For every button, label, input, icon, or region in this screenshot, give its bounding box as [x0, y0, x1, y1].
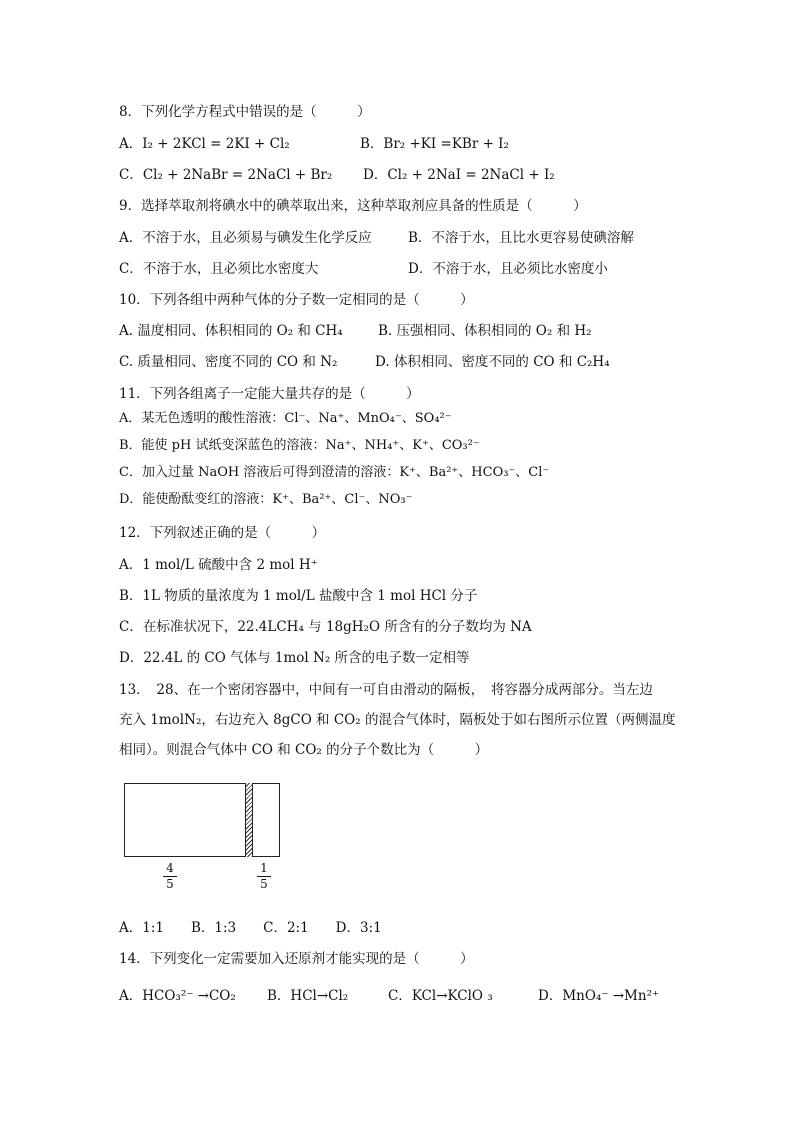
q10-stem: 10．下列各组中两种气体的分子数一定相同的是（ ）	[119, 292, 474, 308]
q8-stem: 8．下列化学方程式中错误的是（ ）	[119, 104, 371, 120]
left-fraction-denominator: 5	[166, 877, 174, 891]
q12-option-b: B．1L 物质的量浓度为 1 mol/L 盐酸中含 1 mol HCl 分子	[119, 588, 478, 604]
container-diagram	[124, 783, 280, 857]
q12-stem: 12．下列叙述正确的是（ ）	[119, 525, 326, 541]
q13-line-1: 13． 28、在一个密闭容器中，中间有一可自由滑动的隔板， 将容器分成两部分。当左边	[119, 682, 653, 698]
q11-option-a: A．某无色透明的酸性溶液：Cl⁻、Na⁺、MnO₄⁻、SO₄²⁻	[119, 411, 452, 426]
q11-option-b: B．能使 pH 试纸变深蓝色的溶液：Na⁺、NH₄⁺、K⁺、CO₃²⁻	[119, 438, 480, 453]
q9-option-d: D．不溶于水，且必须比水密度小	[408, 261, 608, 277]
q10-option-d: D. 体积相同、密度不同的 CO 和 C₂H₄	[375, 354, 610, 370]
sliding-partition	[245, 783, 253, 857]
q11-option-d: D．能使酚酞变红的溶液：K⁺、Ba²⁺、Cl⁻、NO₃⁻	[119, 492, 413, 507]
q9-option-c: C．不溶于水，且必须比水密度大	[119, 261, 319, 277]
q12-option-a: A．1 mol/L 硫酸中含 2 mol H⁺	[119, 557, 318, 573]
q14-option-d: D．MnO₄⁻ →Mn²⁺	[538, 988, 660, 1004]
left-fraction-numerator: 4	[166, 861, 174, 875]
q8-option-b: B．Br₂ +KI =KBr + I₂	[360, 136, 509, 152]
q9-option-b: B．不溶于水，且比水更容易使碘溶解	[408, 230, 634, 246]
q8-option-c: C．Cl₂ + 2NaBr = 2NaCl + Br₂	[119, 167, 333, 183]
right-fraction-denominator: 5	[260, 877, 268, 891]
q13-line-2: 充入 1molN₂，右边充入 8gCO 和 CO₂ 的混合气体时，隔板处于如右图所示位置（两侧温度	[119, 712, 676, 728]
q10-option-a: A. 温度相同、体积相同的 O₂ 和 CH₄	[119, 323, 343, 339]
q13-line-3: 相同）。则混合气体中 CO 和 CO₂ 的分子个数比为（ ）	[119, 742, 489, 758]
q14-option-a: A．HCO₃²⁻ →CO₂	[119, 988, 236, 1004]
q11-stem: 11．下列各组离子一定能大量共存的是（ ）	[119, 386, 420, 402]
right-fraction-numerator: 1	[260, 861, 268, 875]
q10-option-c: C. 质量相同、密度不同的 CO 和 N₂	[119, 354, 338, 370]
q14-option-b: B．HCl→Cl₂	[267, 988, 349, 1004]
q13-options: A．1:1 B．1:3 C．2:1 D．3:1	[119, 920, 382, 936]
q9-option-a: A．不溶于水，且必须易与碘发生化学反应	[119, 230, 372, 246]
q12-option-d: D．22.4L 的 CO 气体与 1mol N₂ 所含的电子数一定相等	[119, 650, 470, 666]
q11-option-c: C．加入过量 NaOH 溶液后可得到澄清的溶液：K⁺、Ba²⁺、HCO₃⁻、Cl⁻	[119, 465, 550, 480]
q12-option-c: C．在标准状况下，22.4LCH₄ 与 18gH₂O 所含有的分子数均为 NA	[119, 619, 532, 635]
left-fraction	[160, 862, 180, 891]
q14-stem: 14．下列变化一定需要加入还原剂才能实现的是（ ）	[119, 951, 474, 967]
q8-option-a: A．I₂ + 2KCl = 2KI + Cl₂	[119, 136, 290, 152]
q8-option-d: D．Cl₂ + 2NaI = 2NaCl + I₂	[363, 167, 555, 183]
q10-option-b: B. 压强相同、体积相同的 O₂ 和 H₂	[378, 323, 592, 339]
right-fraction	[254, 862, 274, 891]
q9-stem: 9．选择萃取剂将碘水中的碘萃取出来，这种萃取剂应具备的性质是（ ）	[119, 198, 587, 214]
q14-option-c: C．KCl→KClO ₃	[388, 988, 493, 1004]
